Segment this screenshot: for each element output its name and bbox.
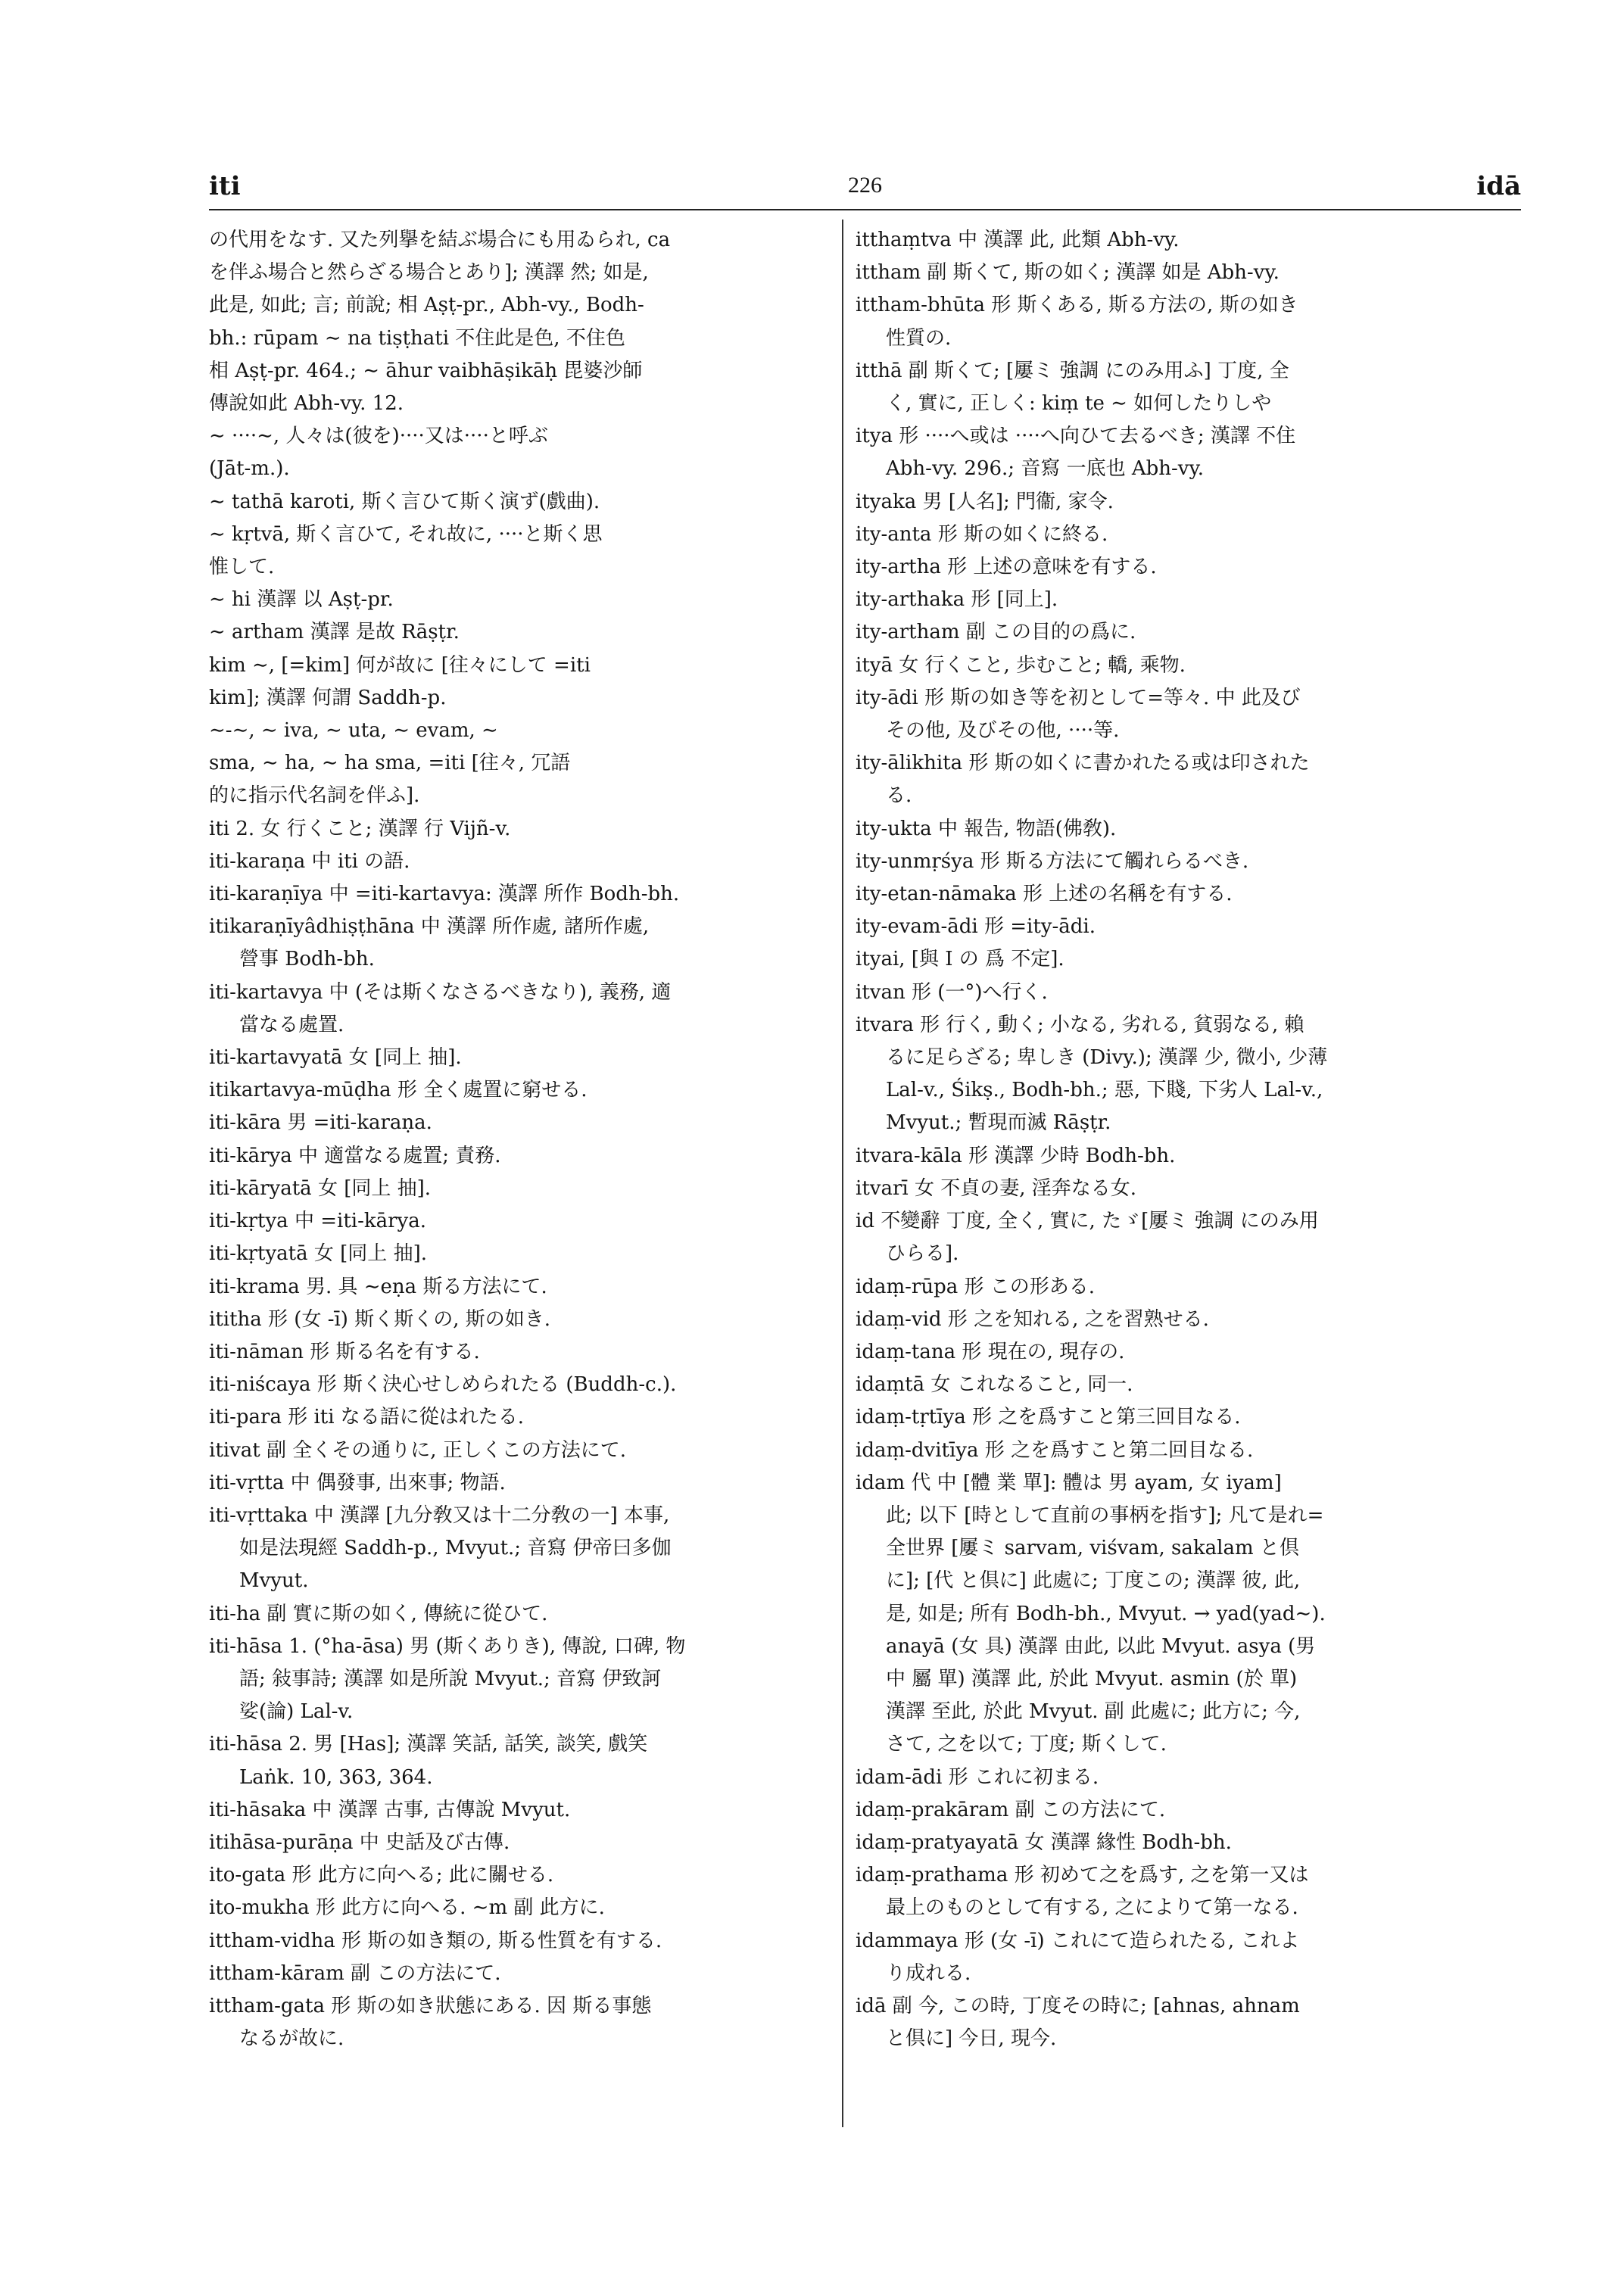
entry-line: Mvyut. [239,1569,309,1593]
entry-line: く, 實に, 正しく: kiṃ te ∼ 如何したりしや [886,392,1272,416]
entry-line: iti-kṛtyatā 女 [同上 抽]. [209,1242,427,1266]
entry-line: に]; [代 と倶に] 此處に; 丁度この; 漢譯 彼, 此, [886,1569,1301,1593]
entry-line: ityaka 男 [人名]; 門衞, 家令. [856,490,1114,513]
entry-line: さて, 之を以て; 丁度; 斯くして. [886,1733,1167,1756]
entry-line: 相 Aṣṭ-pr. 464.; ∼ āhur vaibhāṣikāḥ 毘婆沙師 [209,359,643,382]
entry-line: 是, 如是; 所有 Bodh-bh., Mvyut. → yad(yad∼). [886,1602,1326,1625]
entry-line: ittham-gata 形 斯の如き狀態にある. 因 斯る事態 [209,1994,652,2017]
entry-line: itivat 副 全くその通りに, 正しくこの方法にて. [209,1438,627,1462]
entry-line: itvara 形 行く, 動く; 小なる, 劣れる, 貧弱なる, 賴 [856,1013,1304,1036]
entry-line: kim ∼, [=kim] 何が故に [往々にして =iti [209,653,591,677]
entry-line: iti-hāsa 1. (°ha-āsa) 男 (斯くありき), 傳說, 口碑, 物 [209,1634,686,1658]
entry-line: Lal-v., Śikṣ., Bodh-bh.; 惡, 下賤, 下劣人 Lal-v., [886,1079,1323,1102]
left-column [209,224,830,2187]
entry-line: 性質の. [886,326,952,350]
header-rule [209,209,1521,210]
entry-line: ity-artha 形 上述の意味を有する. [856,556,1157,579]
entry-line: itihāsa-purāṇa 中 史話及び古傳. [209,1830,510,1854]
entry-line: idaṃ-tana 形 現在の, 現存の. [856,1340,1125,1363]
entry-line: iti-kārya 中 適當なる處置; 責務. [209,1144,501,1167]
left-running-headword: iti [209,171,241,201]
entry-line: itvara-kāla 形 漢譯 少時 Bodh-bh. [856,1144,1176,1167]
entry-line: idaṃ-pratyayatā 女 漢譯 緣性 Bodh-bh. [856,1830,1232,1854]
entry-line: itthaṃtva 中 漢譯 此, 此類 Abh-vy. [856,229,1180,251]
entry-line: ityai, [與 I の 爲 不定]. [856,948,1064,971]
entry-line: idaṃ-prathama 形 初めて之を爲す, 之を第一又は [856,1864,1309,1887]
entry-line: ity-anta 形 斯の如くに終る. [856,522,1108,546]
entry-line: iti-hāsaka 中 漢譯 古事, 古傳說 Mvyut. [209,1798,571,1821]
entry-line: (Jāt-m.). [209,457,290,481]
entry-line: 當なる處置. [239,1013,344,1036]
entry-line: る. [886,784,912,808]
entry-line: 中 屬 單) 漢譯 此, 於此 Mvyut. asmin (於 單) [886,1667,1298,1690]
entry-line: ittham-vidha 形 斯の如き類の, 斯る性質を有する. [209,1929,662,1952]
entry-line: iti-vṛttaka 中 漢譯 [九分敎又は十二分敎の一] 本事, [209,1503,670,1527]
entry-line: ito-gata 形 此方に向へる; 此に關せる. [209,1864,554,1887]
entry-line: 語; 敍事詩; 漢譯 如是所說 Mvyut.; 音寫 伊致訶 [239,1667,662,1690]
entry-line: id 不變辭 丁度, 全く, 實に, たゞ[屢ミ 強調 にのみ用 [856,1210,1319,1233]
entry-line: iti-vṛtta 中 偶發事, 出來事; 物語. [209,1471,506,1494]
entry-line: 的に指示代名詞を伴ふ]. [209,784,420,808]
entry-line: iti 2. 女 行くこと; 漢譯 行 Vijñ-v. [209,817,511,840]
entry-line: idammaya 形 (女 -ī) これにて造られたる, これよ [856,1929,1300,1952]
entry-line: ityā 女 行くこと, 歩むこと; 轎, 乘物. [856,653,1186,677]
entry-line: ∼ hi 漢譯 以 Aṣṭ-pr. [209,588,394,612]
entry-line: idaṃ-tṛtīya 形 之を爲すこと第三回目なる. [856,1406,1241,1429]
entry-line: ittham 副 斯くて, 斯の如く; 漢譯 如是 Abh-vy. [856,261,1280,285]
entry-line: ∼-∼, ∼ iva, ∼ uta, ∼ evam, ∼ [209,719,498,743]
entry-line: ity-unmṛśya 形 斯る方法にて觸れらるべき. [856,849,1249,873]
entry-line: iti-kartavya 中 (そは斯くなさるべきなり), 義務, 適 [209,980,672,1004]
entry-line: ity-arthaka 形 [同上]. [856,588,1058,612]
entry-line: ∼ tathā karoti, 斯く言ひて斯く演ず(戲曲). [209,490,600,513]
entry-line: ∼ kṛtvā, 斯く言ひて, それ故に, ····と斯く思 [209,522,603,546]
entry-line: itya 形 ····へ或は ····へ向ひて去るべき; 漢譯 不住 [856,425,1296,448]
entry-line: ity-ādi 形 斯の如き等を初として=等々. 中 此及び [856,686,1301,709]
entry-line: iti-para 形 iti なる語に從はれたる. [209,1406,525,1429]
entry-line: idaṃ-rūpa 形 この形ある. [856,1275,1096,1298]
entry-line: なるが故に. [239,2027,344,2051]
entry-line: iti-niścaya 形 斯く決心せしめられたる (Buddh-c.). [209,1373,677,1397]
entry-line: ito-mukha 形 此方に向へる. ∼m 副 此方に. [209,1896,605,1920]
entry-line: 最上のものとして有する, 之によりて第一なる. [886,1896,1298,1920]
entry-line: り成れる. [886,1961,971,1985]
entry-line: 惟して. [209,556,275,579]
entry-line: ititha 形 (女 -ī) 斯く斯くの, 斯の如き. [209,1307,551,1331]
entry-line: 此; 以下 [時として直前の事柄を指す]; 凡て是れ= [886,1503,1324,1527]
entry-line: iti-kāra 男 =iti-karaṇa. [209,1111,432,1135]
entry-line: itvan 形 (一°)へ行く. [856,980,1048,1004]
entry-line: idā 副 今, この時, 丁度その時に; [ahnas, ahnam [856,1994,1300,2017]
entry-line: idaṃ-prakāram 副 この方法にて. [856,1798,1166,1821]
entry-line: iti-ha 副 實に斯の如く, 傳統に從ひて. [209,1602,548,1625]
entry-line: ity-ālikhita 形 斯の如くに書かれたる或は印された [856,752,1310,775]
entry-line: iti-kāryatā 女 [同上 抽]. [209,1176,432,1200]
entry-line: と倶に] 今日, 現今. [886,2027,1057,2051]
entry-line: iti-karaṇa 中 iti の語. [209,849,410,873]
entry-line: るに足らざる; 卑しき (Divy.); 漢譯 少, 微小, 少薄 [886,1046,1328,1070]
entry-line: idaṃ-vid 形 之を知れる, 之を習熟せる. [856,1307,1209,1331]
entry-line: Mvyut.; 暫現而滅 Rāṣṭr. [886,1111,1111,1135]
entry-line: iti-karaṇīya 中 =iti-kartavya: 漢譯 所作 Bodh-bh. [209,883,680,906]
entry-line: ity-evam-ādi 形 =ity-ādi. [856,915,1096,939]
right-column [856,224,1522,2187]
entry-line: idaṃ-dvitīya 形 之を爲すこと第二回目なる. [856,1438,1254,1462]
entry-line: itthā 副 斯くて; [屢ミ 強調 にのみ用ふ] 丁度, 全 [856,359,1289,382]
entry-line: ittham-kāram 副 この方法にて. [209,1961,501,1985]
entry-line: iti-hāsa 2. 男 [Has]; 漢譯 笑話, 話笑, 談笑, 戲笑 [209,1733,648,1756]
entry-line: を伴ふ場合と然らざる場合とあり]; 漢譯 然; 如是, [209,261,649,285]
entry-line: iti-kartavyatā 女 [同上 抽]. [209,1046,462,1070]
entry-line: ひらる]. [886,1242,959,1266]
entry-line: iti-kṛtya 中 =iti-kārya. [209,1210,427,1233]
entry-line: の代用をなす. 又た列擧を結ぶ場合にも用ゐられ, ca [209,229,671,251]
entry-line: itikaraṇīyâdhiṣṭhāna 中 漢譯 所作處, 諸所作處, [209,915,650,939]
column-divider [842,220,843,2127]
entry-line: itvarī 女 不貞の妻, 淫奔なる女. [856,1176,1137,1200]
entry-line: itikartavya-mūḍha 形 全く處置に窮せる. [209,1079,588,1102]
entry-line: ity-ukta 中 報告, 物語(佛敎). [856,817,1117,840]
entry-line: anayā (女 具) 漢譯 由此, 以此 Mvyut. asya (男 [886,1634,1316,1658]
entry-line: ∼ ····∼, 人々は(彼を)····又は····と呼ぶ [209,425,548,448]
entry-line: iti-nāman 形 斯る名を有する. [209,1340,480,1363]
entry-line: 全世界 [屢ミ sarvam, viśvam, sakalam と倶 [886,1537,1299,1560]
entry-line: idam-ādi 形 これに初まる. [856,1765,1099,1789]
entry-line: kim]; 漢譯 何謂 Saddh-p. [209,686,447,709]
entry-line: ity-artham 副 この目的の爲に. [856,621,1136,644]
entry-line: 漢譯 至此, 於此 Mvyut. 副 此處に; 此方に; 今, [886,1700,1301,1724]
entry-line: その他, 及びその他, ····等. [886,719,1120,743]
entry-line: 此是, 如此; 言; 前說; 相 Aṣṭ-pr., Abh-vy., Bodh- [209,294,644,317]
entry-line: ity-etan-nāmaka 形 上述の名稱を有する. [856,883,1233,906]
page-number: 226 [848,173,882,198]
entry-line: Laṅk. 10, 363, 364. [239,1765,433,1789]
entry-line: 傳說如此 Abh-vy. 12. [209,392,404,416]
entry-line: 如是法現經 Saddh-p., Mvyut.; 音寫 伊帝曰多伽 [239,1537,672,1560]
entry-line: 營事 Bodh-bh. [239,948,375,971]
entry-line: ittham-bhūta 形 斯くある, 斯る方法の, 斯の如き [856,294,1298,317]
entry-line: bh.: rūpam ∼ na tiṣṭhati 不住此是色, 不住色 [209,326,625,350]
entry-line: Abh-vy. 296.; 音寫 一底也 Abh-vy. [886,457,1204,481]
right-running-headword: idā [1476,171,1521,201]
entry-line: ∼ artham 漢譯 是故 Rāṣṭr. [209,621,460,644]
entry-line: idaṃtā 女 これなること, 同一. [856,1373,1133,1397]
entry-line: sma, ∼ ha, ∼ ha sma, =iti [往々, 冗語 [209,752,571,775]
entry-line: 娑(論) Lal-v. [239,1700,354,1724]
entry-line: idam 代 中 [體 業 單]: 體は 男 ayam, 女 iyam] [856,1471,1282,1494]
entry-line: iti-krama 男. 具 ∼eṇa 斯る方法にて. [209,1275,547,1298]
